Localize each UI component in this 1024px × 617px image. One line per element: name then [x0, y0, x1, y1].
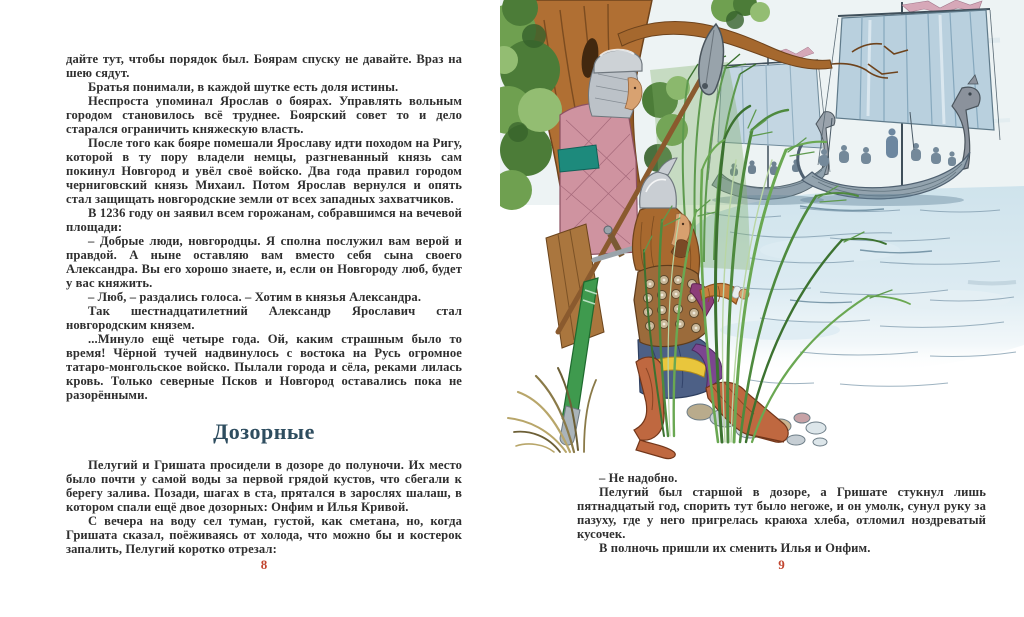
paragraph: дайте тут, чтобы порядок был. Боярам спуску не давайте. Враз на шею сядут. — [66, 52, 462, 80]
paragraph: В полночь пришли их сменить Илья и Онфим. — [599, 541, 871, 555]
right-page-text-column — [577, 471, 986, 555]
chapter-title: Дозорные — [213, 419, 315, 444]
paragraph: Пелугий и Гришата просидели в дозоре до полуночи. Их место было почти у самой воды за первой грядой кустов, что сбегали к берегу залива. Позади, шагах в ста, прятался в зарослях шалаш, в котором спали ещё двое дозорных: Онфим и Илья Кривой. — [66, 458, 462, 514]
illustration-svg — [500, 0, 1024, 465]
paragraph: После того как бояре помешали Ярославу идти походом на Ригу, которой в ту пору владели немцы, разгневанный князь сам покинул Новгород и увёл своё войско. Два года правил городом черниговский князь Михаил. Потом Ярослав вернулся и опять стал защищать новгородские земли от всех западных захватчиков. — [66, 136, 462, 206]
paragraph: – Добрые люди, новгородцы. Я сполна послужил вам верой и правдой. А ныне оставляю вам вместо себя сына своего Александра. Вы его хорошо знаете, и, если он Новгороду люб, будет у вас княжить. — [66, 234, 462, 290]
paragraph: Братья понимали, в каждой шутке есть доля истины. — [88, 80, 399, 94]
book-illustration — [500, 0, 1024, 465]
paragraph: Так шестнадцатилетний Александр Ярославич стал новгородским князем. — [66, 304, 462, 332]
paragraph: Пелугий был старшой в дозоре, а Гришате стукнул лишь пятнадцатый год, спорить тут было негоже, и он умолк, сунул руку за пазуху, где у него пригрелась краюха хлеба, отломил ноздреватый кусочек. — [577, 485, 986, 541]
paragraph: В 1236 году он заявил всем горожанам, собравшимся на вечевой площади: — [66, 206, 462, 234]
paragraph: – Не надобно. — [599, 471, 678, 485]
paragraph: Неспроста упоминал Ярослав о боярах. Управлять вольным городом становилось всё труднее. Боярский совет то и дело старался ограничить княжескую власть. — [66, 94, 462, 136]
paragraph: С вечера на воду сел туман, густой, как сметана, но, когда Гришата сказал, поёживаясь от холода, что можно бы и костерок запалить, Пелугий коротко отрезал: — [66, 514, 462, 556]
paragraph: – Люб, – раздались голоса. – Хотим в князья Александра. — [88, 290, 422, 304]
stones-front — [787, 435, 827, 446]
page-number-right: 9 — [778, 557, 785, 572]
paragraph: ...Минуло ещё четыре года. Ой, каким страшным было то время! Чёрной тучей надвинулось с востока на Русь огромное татаро-монгольское войско. Пылали города и сёла, реками лилась кровь. Только северные Псков и Новгород оставались пока не разорёнными. — [66, 332, 462, 402]
left-page-text-column — [66, 52, 462, 556]
page-number-left: 8 — [260, 557, 268, 572]
